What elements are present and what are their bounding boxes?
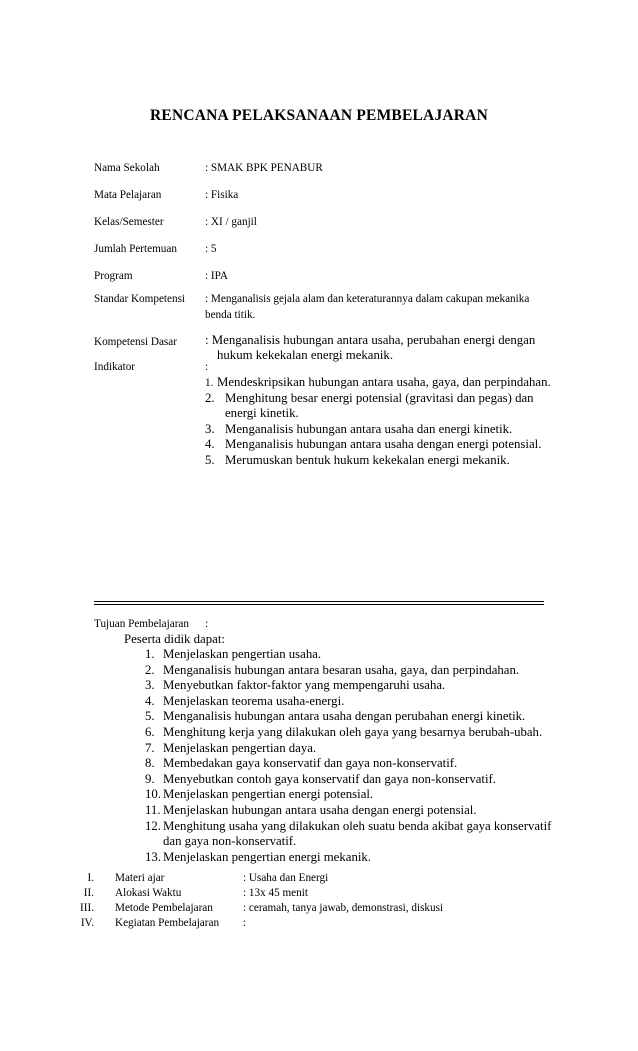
tujuan-text: Menjelaskan pengertian usaha. bbox=[163, 647, 322, 661]
section-label: Metode Pembelajaran bbox=[115, 902, 213, 914]
indikator-text: Menganalisis hubungan antara usaha dengan energi potensial. bbox=[225, 437, 542, 451]
indikator-label: Indikator bbox=[94, 361, 136, 373]
indikator-number: 4. bbox=[205, 437, 215, 451]
standar-kompetensi-line: benda titik. bbox=[205, 309, 256, 321]
page-title: RENCANA PELAKSANAAN PEMBELAJARAN bbox=[150, 107, 488, 124]
tujuan-label: Tujuan Pembelajaran bbox=[94, 618, 189, 630]
tujuan-text: Menganalisis hubungan antara usaha dengan perubahan energi kinetik. bbox=[163, 709, 526, 724]
tujuan-number: 5. bbox=[145, 709, 155, 724]
standar-kompetensi-label: Standar Kompetensi bbox=[94, 293, 186, 305]
kompetensi-dasar-label: Kompetensi Dasar bbox=[94, 336, 177, 348]
tujuan-text: Menjelaskan pengertian daya. bbox=[163, 740, 317, 755]
tujuan-number: 4. bbox=[145, 693, 155, 708]
tujuan-text: Menjelaskan pengertian energi mekanik. bbox=[163, 849, 371, 864]
tujuan-text: Menyebutkan faktor-faktor yang mempengaruhi usaha. bbox=[163, 678, 446, 693]
indikator-number: 1. bbox=[205, 377, 214, 389]
indikator-text: Menghitung besar energi potensial (gravitasi dan pegas) dan bbox=[225, 390, 534, 405]
identity-label: Kelas/Semester bbox=[94, 216, 164, 228]
divider-line bbox=[94, 601, 544, 602]
tujuan-number: 10. bbox=[145, 787, 161, 802]
tujuan-text: Menghitung kerja yang dilakukan oleh gaya yang besarnya berubah-ubah. bbox=[163, 725, 543, 739]
tujuan-number: 12. bbox=[145, 818, 161, 833]
tujuan-number: 1. bbox=[145, 647, 155, 661]
section-number: I. bbox=[87, 872, 94, 884]
identity-value: : SMAK BPK PENABUR bbox=[205, 162, 323, 174]
indikator-colon: : bbox=[205, 361, 209, 373]
identity-label: Jumlah Pertemuan bbox=[94, 243, 177, 255]
tujuan-text: Menganalisis hubungan antara besaran usaha, gaya, dan perpindahan. bbox=[163, 662, 520, 677]
tujuan-number: 3. bbox=[145, 678, 155, 693]
identity-label: Program bbox=[94, 270, 133, 282]
tujuan-number: 13. bbox=[145, 849, 161, 864]
tujuan-intro: Peserta didik dapat: bbox=[124, 632, 225, 646]
tujuan-text: Menyebutkan contoh gaya konservatif dan gaya non-konservatif. bbox=[163, 771, 496, 786]
identity-label: Nama Sekolah bbox=[94, 162, 160, 174]
identity-value: : XI / ganjil bbox=[205, 216, 257, 228]
tujuan-number: 2. bbox=[145, 662, 155, 677]
tujuan-text: Menjelaskan teorema usaha-energi. bbox=[163, 693, 345, 708]
indikator-text: Mendeskripsikan hubungan antara usaha, gaya, dan perpindahan. bbox=[217, 375, 551, 389]
identity-value: : Fisika bbox=[205, 189, 239, 201]
indikator-number: 2. bbox=[205, 390, 215, 405]
section-number: II. bbox=[83, 887, 94, 899]
tujuan-text: Menjelaskan pengertian energi potensial. bbox=[163, 787, 374, 802]
kompetensi-dasar-line: : Menganalisis hubungan antara usaha, perubahan energi dengan bbox=[205, 333, 536, 347]
standar-kompetensi-line: : Menganalisis gejala alam dan keteraturannya dalam cakupan mekanika bbox=[205, 293, 530, 305]
tujuan-text: Menghitung usaha yang dilakukan oleh suatu benda akibat gaya konservatif bbox=[163, 818, 552, 833]
indikator-text: Merumuskan bentuk hukum kekekalan energi mekanik. bbox=[225, 452, 510, 467]
tujuan-colon: : bbox=[205, 618, 209, 630]
indikator-number: 3. bbox=[205, 421, 215, 436]
tujuan-number: 9. bbox=[145, 771, 155, 786]
identity-label: Mata Pelajaran bbox=[94, 189, 162, 201]
tujuan-number: 7. bbox=[145, 740, 155, 755]
identity-value: : IPA bbox=[205, 270, 228, 282]
tujuan-text: Membedakan gaya konservatif dan gaya non-konservatif. bbox=[163, 756, 458, 771]
section-value: : bbox=[243, 917, 247, 929]
tujuan-number: 8. bbox=[145, 756, 155, 771]
kompetensi-dasar-line: hukum kekekalan energi mekanik. bbox=[217, 348, 394, 362]
tujuan-number: 11. bbox=[145, 803, 161, 817]
tujuan-number: 6. bbox=[145, 725, 155, 739]
section-label: Alokasi Waktu bbox=[115, 887, 182, 899]
tujuan-text: Menjelaskan hubungan antara usaha dengan energi potensial. bbox=[163, 803, 477, 817]
section-number: IV. bbox=[80, 917, 94, 929]
section-value: : 13x 45 menit bbox=[243, 887, 308, 899]
divider-line bbox=[94, 604, 544, 605]
section-value: : Usaha dan Energi bbox=[243, 872, 329, 884]
section-label: Kegiatan Pembelajaran bbox=[115, 917, 220, 929]
identity-value: : 5 bbox=[205, 243, 217, 255]
section-value: : ceramah, tanya jawab, demonstrasi, diskusi bbox=[243, 902, 444, 914]
indikator-number: 5. bbox=[205, 452, 215, 467]
section-number: III. bbox=[80, 902, 94, 914]
tujuan-text: dan gaya non-konservatif. bbox=[163, 834, 297, 849]
section-label: Materi ajar bbox=[115, 872, 165, 884]
indikator-text: Menganalisis hubungan antara usaha dan energi kinetik. bbox=[225, 421, 513, 436]
indikator-text: energi kinetik. bbox=[225, 406, 299, 420]
